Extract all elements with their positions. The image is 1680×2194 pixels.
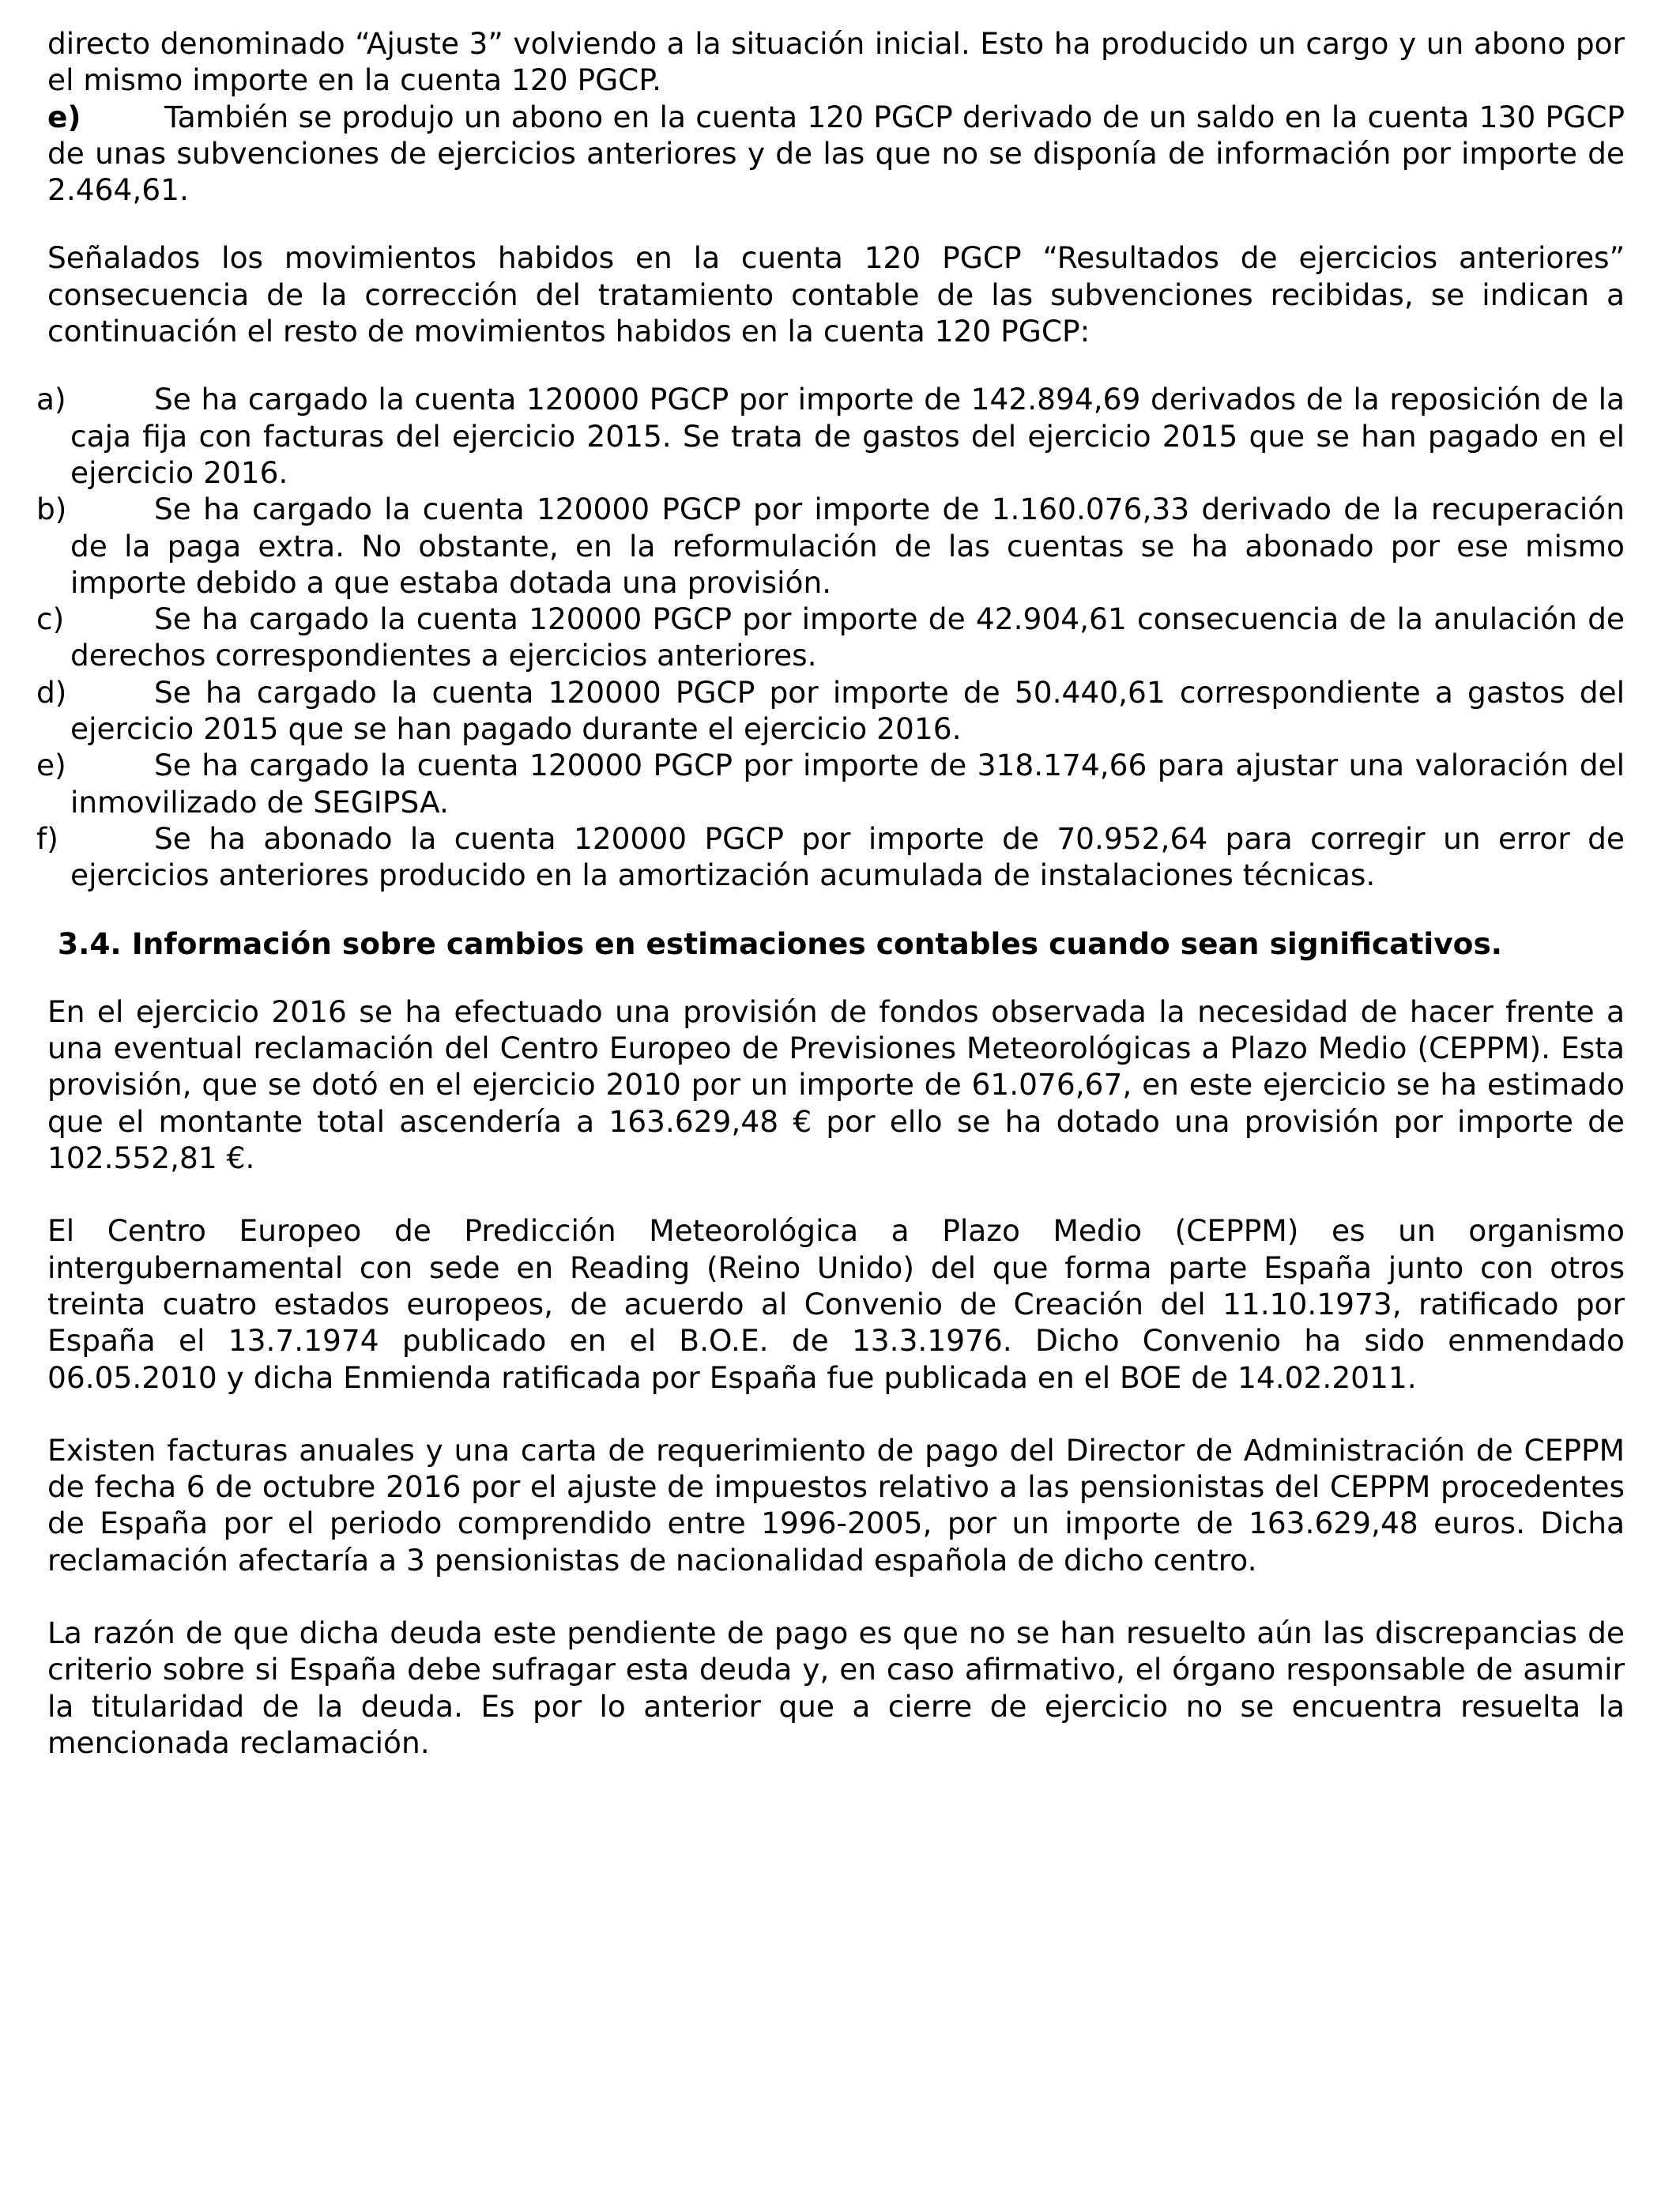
- item-text: Se ha cargado la cuenta 120000 PGCP por importe de 318.174,66 para ajustar una valoración del inmovilizado de SEGIPSA.: [70, 748, 1625, 820]
- intro-item-e: [47, 99, 1625, 209]
- movements-list: [36, 381, 1625, 893]
- section-paragraph: La razón de que dicha deuda este pendiente de pago es que no se han resuelto aún las discrepancias de criterio sobre si España debe sufragar esta deuda y, en caso afirmativo, el órgano responsable de asumir la titularidad de la deuda. Es por lo anterior que a cierre de ejercicio no se encuentra resuelta la mencionada reclamación.: [47, 1615, 1625, 1760]
- section-paragraph: Existen facturas anuales y una carta de requerimiento de pago del Director de Administración de CEPPM de fecha 6 de octubre 2016 por el ajuste de impuestos relativo a las pensionistas del CEPPM procedentes de España por el periodo comprendido entre 1996-2005, por un importe de 163.629,48 euros. Dicha reclamación afectaría a 3 pensionistas de nacionalidad española de dicho centro.: [47, 1432, 1625, 1578]
- item-marker: d): [36, 674, 67, 710]
- item-text: Se ha cargado la cuenta 120000 PGCP por importe de 142.894,69 derivados de la reposición de la caja fija con facturas del ejercicio 2015. Se trata de gastos del ejercicio 2015 que se han pagado en el ejercicio 2016.: [70, 382, 1625, 490]
- list-item: [36, 820, 1625, 894]
- item-marker: b): [36, 492, 67, 527]
- section-paragraph: El Centro Europeo de Predicción Meteorológica a Plazo Medio (CEPPM) es un organismo intergubernamental con sede en Reading (Reino Unido) del que forma parte España junto con otros treinta cuatro estados europeos, de acuerdo al Convenio de Creación del 11.10.1973, ratificado por España el 13.7.1974 publicado en el B.O.E. de 13.3.1976. Dicho Convenio ha sido enmendado 06.05.2010 y dicha Enmienda ratificada por España fue publicada en el BOE de 14.02.2011.: [47, 1213, 1625, 1395]
- item-text: Se ha cargado la cuenta 120000 PGCP por importe de 42.904,61 consecuencia de la anulación de derechos correspondientes a ejercicios anteriores.: [70, 601, 1625, 673]
- summary-paragraph: Señalados los movimientos habidos en la cuenta 120 PGCP “Resultados de ejercicios anteriores” consecuencia de la corrección del tratamiento contable de las subvenciones recibidas, se indican a continuación el resto de movimientos habidos en la cuenta 120 PGCP:: [47, 240, 1625, 349]
- item-text: También se produjo un abono en la cuenta 120 PGCP derivado de un saldo en la cuenta 130 PGCP de unas subvenciones de ejercicios anteriores y de las que no se disponía de información por importe de 2.464,61.: [47, 99, 1625, 208]
- list-item: [36, 601, 1625, 674]
- section-paragraph: En el ejercicio 2016 se ha efectuado una provisión de fondos observada la necesidad de hacer frente a una eventual reclamación del Centro Europeo de Previsiones Meteorológicas a Plazo Medio (CEPPM). Esta provisión, que se dotó en el ejercicio 2010 por un importe de 61.076,67, en este ejercicio se ha estimado que el montante total ascendería a 163.629,48 € por ello se ha dotado una provisión por importe de 102.552,81 €.: [47, 993, 1625, 1176]
- item-text: Se ha cargado la cuenta 120000 PGCP por importe de 50.440,61 correspondiente a gastos del ejercicio 2015 que se han pagado durante el ejercicio 2016.: [70, 674, 1625, 747]
- item-text: Se ha cargado la cuenta 120000 PGCP por importe de 1.160.076,33 derivado de la recuperación de la paga extra. No obstante, en la reformulación de las cuentas se ha abonado por ese mismo importe debido a que estaba dotada una provisión.: [70, 492, 1625, 600]
- item-marker: f): [36, 820, 58, 856]
- list-item: [36, 674, 1625, 748]
- intro-paragraph: directo denominado “Ajuste 3” volviendo a la situación inicial. Esto ha producido un cargo y un abono por el mismo importe en la cuenta 120 PGCP.: [47, 26, 1625, 98]
- item-marker: a): [36, 382, 66, 417]
- list-item: [36, 491, 1625, 601]
- list-item: [36, 747, 1625, 820]
- document-page: [36, 25, 1625, 1761]
- item-marker: e): [36, 748, 66, 783]
- section-heading: 3.4. Información sobre cambios en estimaciones contables cuando sean significativos.: [58, 925, 1503, 961]
- item-marker: e): [47, 99, 81, 134]
- list-item: [36, 381, 1625, 491]
- item-marker: c): [36, 601, 65, 637]
- item-text: Se ha abonado la cuenta 120000 PGCP por importe de 70.952,64 para corregir un error de ejercicios anteriores producido en la amortización acumulada de instalaciones técnicas.: [70, 820, 1625, 893]
